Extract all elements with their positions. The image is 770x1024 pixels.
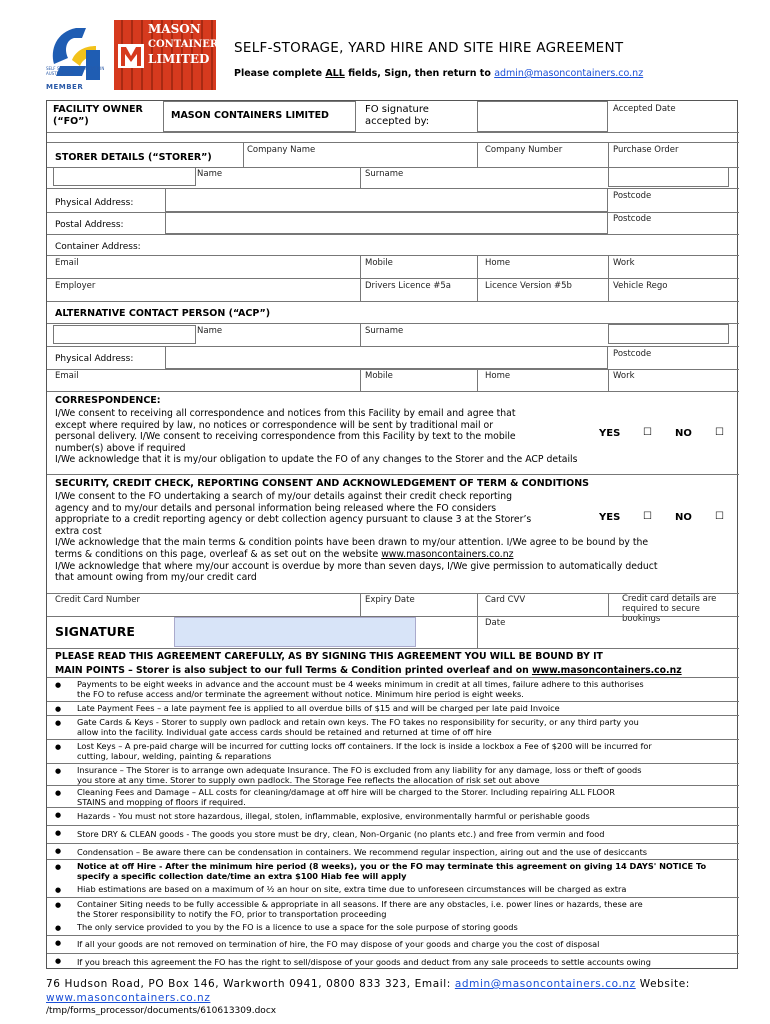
security-ack: I/We acknowledge that the main terms & condition points have been drawn to my/our attention. I/We agree to be bound by the [55, 537, 649, 549]
ssa-logo-icon [46, 20, 104, 92]
security-text [55, 491, 658, 584]
list-item [47, 701, 739, 715]
list-item [47, 921, 739, 935]
main-points-website-link[interactable]: www.masoncontainers.co.nz [531, 665, 682, 676]
bullet-text: allow into the facility. Individual gate access cards should be retained and returned at time of off hire [77, 727, 492, 737]
bullet-text: If all your goods are not removed on termination of hire, the FO may dispose of your goods and charge you the cost of disposal [77, 939, 600, 949]
bullet-text: cutting, labour, welding, painting & reparations [77, 751, 272, 761]
page-title: SELF-STORAGE, YARD HIRE AND SITE HIRE AGREEMENT [234, 40, 624, 56]
acp-physical-address-label: Physical Address: [55, 354, 134, 364]
security-ack-website [55, 549, 658, 561]
footer-address-text: 76 Hudson Road, PO Box 146, Warkworth 0941, 0800 833 323, Email: [46, 978, 455, 990]
security-heading: SECURITY, CREDIT CHECK, REPORTING CONSENT AND ACKNOWLEDGEMENT OF TERM & CONDITIONS [55, 478, 589, 489]
work-label: Work [613, 258, 635, 268]
list-item [47, 953, 739, 970]
security-ack-text: terms & conditions on this page, overleaf & as set out on the website [55, 548, 382, 560]
bullet-text: Notice at off Hire - After the minimum hire period (8 weeks), you or the FO may terminate this agreement on giving 14 DAYS' NOTICE To [77, 861, 707, 871]
purchase-order-label: Purchase Order [613, 145, 679, 155]
security-no-checkbox[interactable]: ☐ [715, 511, 724, 522]
divider [47, 234, 739, 235]
list-item [47, 859, 739, 883]
bullet-icon: ● [55, 705, 62, 713]
acp-mobile-label: Mobile [365, 371, 393, 381]
acp-work-label: Work [613, 371, 635, 381]
accepted-date-label: Accepted Date [613, 104, 676, 114]
bullet-icon: ● [55, 924, 62, 932]
mc-logo-word-1: MASON [148, 22, 201, 36]
divider [47, 255, 739, 256]
correspondence-yes-checkbox[interactable]: ☐ [643, 427, 652, 438]
divider [477, 369, 478, 391]
subtitle-mid: fields, Sign, then return to [344, 68, 495, 79]
correspondence-no-label: NO [675, 428, 692, 439]
facility-owner-label: FACILITY OWNER (“FO”) [53, 104, 143, 127]
company-number-label: Company Number [485, 145, 563, 155]
list-item [47, 825, 739, 843]
list-item [47, 807, 739, 825]
postal-address-label: Postal Address: [55, 220, 124, 230]
divider [608, 369, 609, 391]
divider [47, 648, 739, 649]
acp-surname-field[interactable] [608, 324, 729, 344]
bullet-icon: ● [55, 681, 62, 689]
licence-version-label: Licence Version #5b [485, 281, 572, 291]
bullet-text: STAINS and mopping of floors if required. [77, 797, 246, 807]
security-line: extra cost [55, 525, 102, 537]
mc-logo-word-2: CONTAINERS [148, 39, 226, 50]
divider [47, 278, 739, 279]
postcode-label: Postcode [613, 191, 652, 201]
acp-name-field[interactable] [53, 325, 196, 344]
divider [47, 391, 739, 392]
bullet-icon: ● [55, 829, 62, 837]
bullet-icon: ● [55, 719, 62, 727]
divider [47, 142, 739, 143]
security-ack: I/We acknowledge that where my/our account is overdue by more than seven days, I/We give permission to automatically deduct [55, 560, 658, 572]
footer-website-label: Website: [635, 978, 690, 990]
ssa-member-label: MEMBER [46, 83, 84, 91]
fo-signature-field[interactable] [477, 101, 608, 132]
bullet-text: the FO to refuse access and/or terminate the agreement without notice. Minimum hire period is eight weeks. [77, 689, 524, 699]
list-item [47, 763, 739, 785]
cc-note: Credit card details are required to secure bookings [622, 594, 717, 624]
bullet-text: specify a specific collection date/time an extra $100 Hiab fee will apply [77, 871, 407, 881]
security-no-label: NO [675, 512, 692, 523]
bullet-text: The only service provided to you by the FO is a licence to use a space for the sole purpose of storing goods [77, 922, 518, 932]
correspondence-line: I/We consent to receiving all correspondence and notices from this Facility by email and agree that [55, 408, 516, 419]
list-item [47, 785, 739, 807]
security-line: I/We consent to the FO undertaking a search of my/our details against their credit check reporting [55, 491, 513, 502]
divider [360, 323, 361, 346]
signature-field[interactable] [174, 617, 416, 647]
surname-label: Surname [365, 169, 404, 179]
bullet-text: Late Payment Fees – a late payment fee is applied to all overdue bills of $15 and will be charged per late paid Invoice [77, 703, 560, 713]
divider [477, 593, 478, 648]
list-item [47, 715, 739, 739]
list-item [47, 935, 739, 953]
ssa-association-text: SELF STORAGE ASSOCIATION AUSTRALASIA [46, 66, 105, 76]
bullet-icon: ● [55, 847, 62, 855]
bullet-text: Hiab estimations are based on a maximum of ½ an hour on site, extra time due to unforeseen circumstances will be charged as extra [77, 884, 627, 894]
divider [47, 132, 739, 133]
divider [47, 474, 739, 475]
email-label: Email [55, 258, 79, 268]
bullet-text: Store DRY & CLEAN goods - The goods you store must be dry, clean, Non-Organic (no plants etc.) and free from vermin and food [77, 829, 605, 839]
expiry-date-label: Expiry Date [365, 595, 415, 605]
notice-line-2-text: MAIN POINTS – Storer is also subject to our full Terms & Condition printed overleaf and on [55, 665, 532, 676]
bullet-text: Hazards - You must not store hazardous, illegal, stolen, inflammable, explosive, environmentally harmful or perishable goods [77, 811, 590, 821]
acp-surname-label: Surname [365, 326, 404, 336]
postcode-label: Postcode [613, 214, 652, 224]
bullet-text: Gate Cards & Keys - Storer to supply own padlock and retain own keys. The FO takes no responsibility for security, or any third party you [77, 717, 639, 727]
correspondence-line: except where required by law, no notices or correspondence will be sent by traditional mail or [55, 419, 494, 431]
bullet-icon: ● [55, 863, 62, 871]
employer-label: Employer [55, 281, 96, 291]
correspondence-line: personal delivery. I/We consent to receiving correspondence from this Facility by text to the mobile [55, 431, 516, 443]
bullet-icon: ● [55, 957, 62, 965]
fo-signature-label: FO signature accepted by: [365, 104, 430, 127]
divider [360, 167, 361, 188]
agreement-form [46, 100, 738, 969]
bullet-text: Container Siting needs to be fully accessible & appropriate in all seasons. If there are any obstacles, i.e. power lines or hazards, these are [77, 899, 643, 909]
vehicle-rego-label: Vehicle Rego [613, 281, 668, 291]
mc-logo-text [148, 22, 225, 67]
divider [360, 369, 361, 391]
storer-name-field[interactable] [53, 167, 196, 186]
facility-owner-value: MASON CONTAINERS LIMITED [171, 110, 329, 121]
divider [47, 301, 739, 302]
bullet-text: Insurance – The Storer is to arrange own adequate Insurance. The FO is excluded from any liability for any damage, loss or theft of goods [77, 765, 642, 775]
card-cvv-label: Card CVV [485, 595, 526, 605]
container-address-label: Container Address: [55, 242, 141, 252]
physical-address-label: Physical Address: [55, 198, 134, 208]
acp-postcode-label: Postcode [613, 349, 652, 359]
security-line: appropriate to a credit reporting agency or debt collection agency pursuant to clause 3 at the Storer’s [55, 514, 532, 526]
bullet-icon: ● [55, 811, 62, 819]
signature-label: SIGNATURE [55, 624, 135, 639]
acp-home-label: Home [485, 371, 511, 381]
company-name-label: Company Name [247, 145, 316, 155]
divider [477, 142, 478, 167]
footer-address [46, 978, 690, 990]
correspondence-line: number(s) above if required [55, 442, 186, 454]
bullet-text: Payments to be eight weeks in advance and the account must be 4 weeks minimum in credit at all times, failure adhere to this authorises [77, 679, 644, 689]
correspondence-heading: CORRESPONDENCE: [55, 395, 161, 406]
subtitle-pre: Please complete [234, 68, 326, 79]
bullet-text: If you breach this agreement the FO has the right to sell/dispose of your goods and deduct from any sale proceeds to settle accounts owing [77, 957, 651, 967]
bullet-text: Lost Keys – A pre-paid charge will be incurred for cutting locks off containers. If the lock is inside a lockbox a Fee of $200 will be incurred for [77, 741, 652, 751]
correspondence-no-checkbox[interactable]: ☐ [715, 427, 724, 438]
subtitle-all: ALL [325, 68, 345, 79]
page-subtitle [234, 68, 643, 79]
security-line: agency and to my/our details and personal information being released where the FO considers [55, 502, 497, 514]
footer-website-link[interactable]: www.masoncontainers.co.nz [46, 992, 211, 1004]
list-item [47, 739, 739, 763]
email-link[interactable]: admin@masoncontainers.co.nz [494, 68, 644, 79]
divider [360, 593, 361, 616]
correspondence-yes-label: YES [599, 428, 621, 439]
list-item [47, 843, 739, 859]
security-yes-checkbox[interactable]: ☐ [643, 511, 652, 522]
postal-address-field[interactable] [165, 212, 608, 234]
date-label: Date [485, 618, 506, 628]
drivers-licence-label: Drivers Licence #5a [365, 281, 452, 291]
footer-file-path: /tmp/forms_processor/documents/610613309.docx [46, 1006, 277, 1016]
bullet-text: Cleaning Fees and Damage – ALL costs for cleaning/damage at off hire will be charged to the Storer. Including repairing ALL FLOOR [77, 787, 615, 797]
divider [47, 369, 739, 370]
mc-logo-word-3: LIMITED [148, 52, 210, 66]
bullet-icon: ● [55, 767, 62, 775]
bullet-icon: ● [55, 901, 62, 909]
home-label: Home [485, 258, 511, 268]
bullet-icon: ● [55, 886, 62, 894]
list-item [47, 883, 739, 897]
correspondence-ack: I/We acknowledge that it is my/our obligation to update the FO of any changes to the Storer and the ACP details [55, 454, 578, 466]
divider [608, 593, 609, 616]
bullet-icon: ● [55, 939, 62, 947]
list-item [47, 677, 739, 701]
security-ack: that amount owing from my/our credit card [55, 572, 257, 584]
acp-email-label: Email [55, 371, 79, 381]
list-item [47, 897, 739, 921]
website-link[interactable]: www.masoncontainers.co.nz [381, 548, 514, 560]
acp-physical-address-field[interactable] [165, 346, 608, 369]
footer-email-link[interactable]: admin@masoncontainers.co.nz [454, 978, 636, 990]
bullet-text: you store at any time. Storer to supply own padlock. The Storage Fee reflects the allocation of risk set out above [77, 775, 540, 785]
security-yes-label: YES [599, 512, 621, 523]
physical-address-field[interactable] [165, 188, 608, 212]
mobile-label: Mobile [365, 258, 393, 268]
bullet-icon: ● [55, 789, 62, 797]
divider [243, 142, 244, 167]
storer-surname-field[interactable] [608, 167, 729, 187]
footer-website [46, 992, 210, 1004]
divider [608, 142, 609, 167]
name-label: Name [197, 169, 223, 179]
acp-heading: ALTERNATIVE CONTACT PERSON (“ACP”) [55, 308, 271, 319]
bullet-icon: ● [55, 743, 62, 751]
notice-line-2 [55, 665, 682, 676]
bullet-text: the Storer responsibility to notify the FO, prior to transportation proceeding [77, 909, 387, 919]
notice-line-1: PLEASE READ THIS AGREEMENT CAREFULLY, AS BY SIGNING THIS AGREEMENT YOU WILL BE BOUND BY IT [55, 651, 603, 662]
document-header [0, 0, 770, 100]
acp-name-label: Name [197, 326, 223, 336]
bullet-text: Condensation – Be aware there can be condensation in containers. We recommend regular inspection, airing out and the use of desiccants [77, 847, 648, 857]
storer-details-heading: STORER DETAILS (“STORER”) [55, 152, 212, 163]
correspondence-text [55, 408, 577, 466]
credit-card-number-label: Credit Card Number [55, 595, 140, 605]
